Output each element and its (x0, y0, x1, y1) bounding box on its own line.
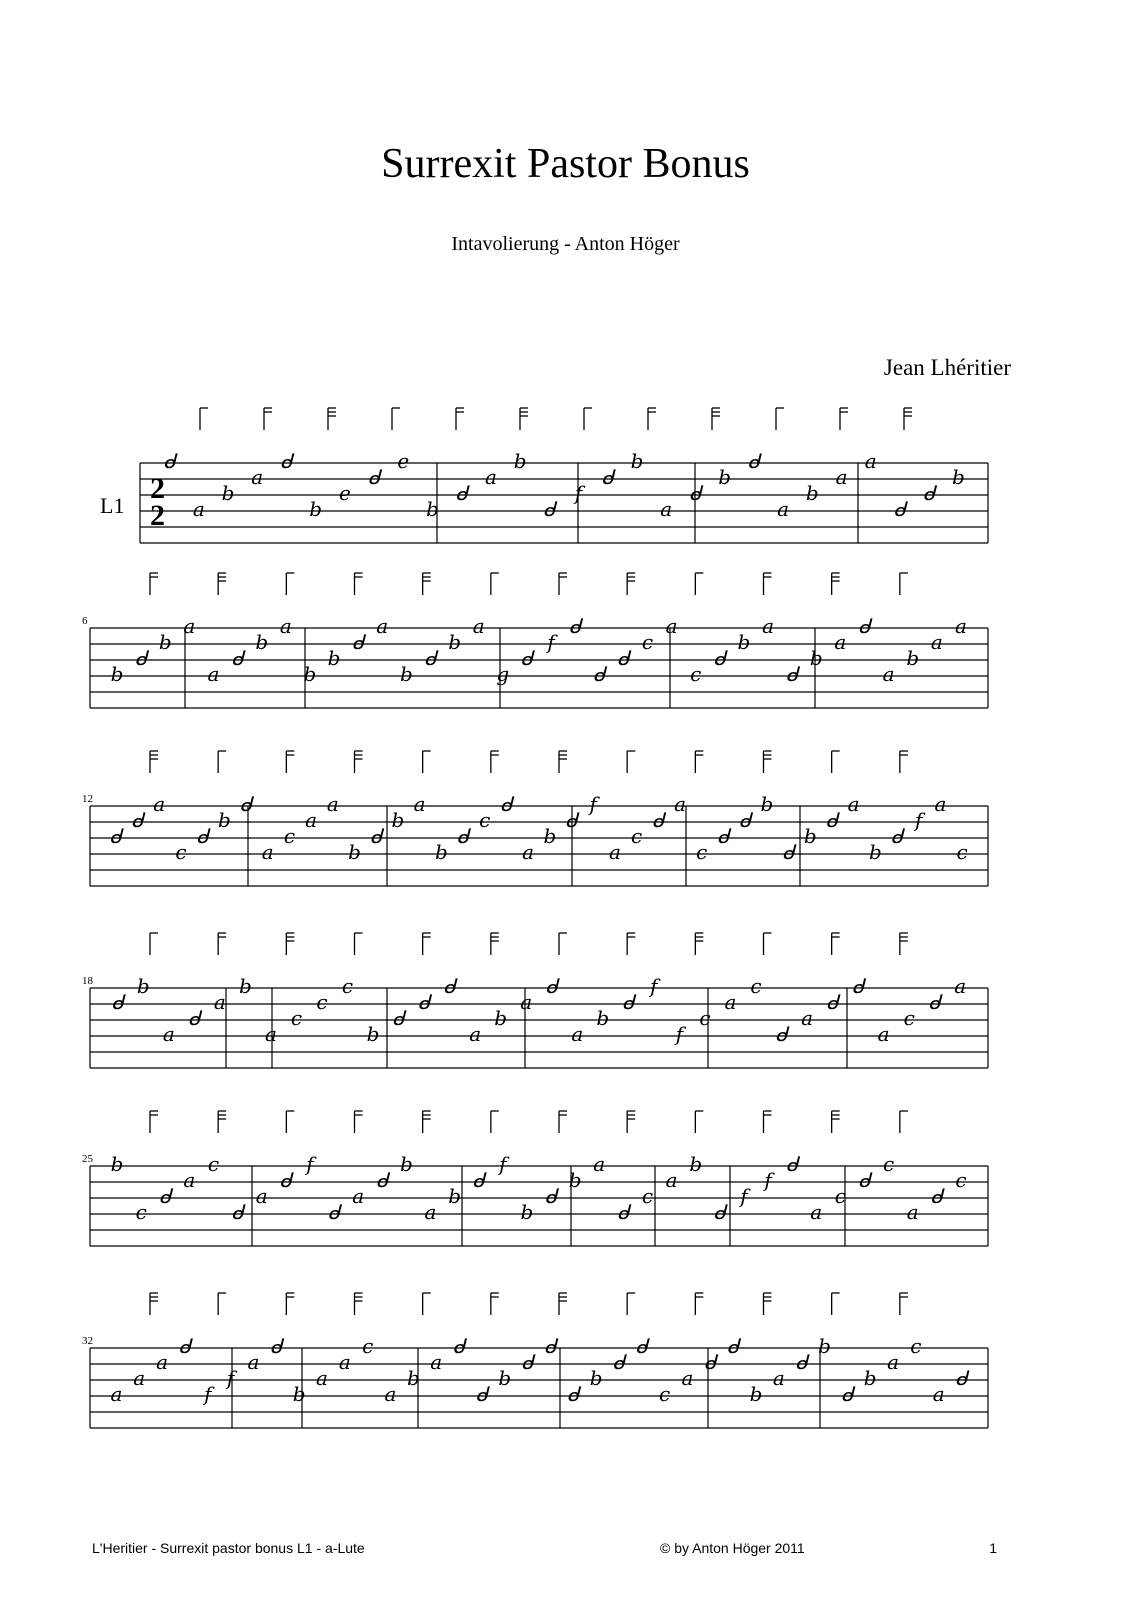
tab-letter: b (809, 646, 823, 670)
tab-letter: a (724, 990, 737, 1014)
tab-letter: a (864, 449, 877, 473)
tab-letter: b (110, 662, 124, 686)
tab-letter: b (803, 824, 817, 848)
tab-letter: a (801, 1006, 814, 1030)
tab-letter: c (699, 1006, 711, 1030)
tab-letter: ᑯ (928, 990, 941, 1014)
tab-letter: ᑯ (279, 1168, 293, 1192)
tab-letter: a (133, 1366, 146, 1390)
tab-letter: c (910, 1334, 922, 1358)
tab-letter: a (376, 614, 389, 638)
tab-letter: a (932, 1382, 945, 1406)
composer-name: Jean Lhéritier (883, 355, 1011, 380)
tab-letter: ᑯ (163, 449, 176, 473)
tab-letter: b (292, 1382, 306, 1406)
tab-letter: b (498, 1366, 512, 1390)
tab-letter: f (589, 792, 597, 816)
tab-letter: ᑯ (726, 1334, 740, 1358)
tab-letter: c (641, 630, 654, 654)
tab-letter: f (574, 481, 583, 505)
tab-letter: a (255, 1184, 268, 1208)
tab-letter: ᑯ (713, 646, 727, 670)
tab-letter: ᑯ (231, 646, 244, 670)
tab-letter: b (136, 974, 150, 998)
tab-letter: e (397, 449, 410, 473)
tab-letter: a (593, 1152, 606, 1176)
tab-letter: a (251, 465, 264, 489)
tab-letter: a (183, 614, 196, 638)
tab-letter: ᑯ (795, 1350, 808, 1374)
tab-letter: a (279, 614, 292, 638)
tab-letter: b (110, 1152, 124, 1176)
footer-left: L'Heritier - Surrexit pastor bonus L1 - a-Lute (92, 1540, 365, 1556)
tab-letter: ᑯ (785, 662, 799, 686)
tab-letter: f (226, 1366, 235, 1390)
tab-letter: a (882, 662, 895, 686)
subtitle: Intavolierung - Anton Höger (451, 233, 680, 255)
tab-letter: ᑯ (543, 497, 556, 521)
measure-number: 25 (82, 1153, 93, 1165)
tab-letter: a (835, 465, 848, 489)
tab-letter: ᑯ (617, 1200, 630, 1224)
tab-letter: ᑯ (131, 808, 144, 832)
tab-letter: a (660, 497, 673, 521)
tab-letter: a (469, 1022, 482, 1046)
tab-letter: ᑯ (612, 1350, 626, 1374)
tab-letter: a (213, 990, 226, 1014)
tab-letter: a (207, 662, 220, 686)
tab-letter: b (760, 792, 774, 816)
tab-letter: a (954, 614, 967, 638)
tab-letter: ᑯ (617, 646, 630, 670)
tab-letter: a (887, 1350, 900, 1374)
page-title: Surrexit Pastor Bonus (381, 141, 750, 187)
tab-letter: b (749, 1382, 763, 1406)
tab-letter: a (264, 1022, 277, 1046)
tab-letter: b (520, 1200, 534, 1224)
tab-letter: b (426, 497, 439, 521)
tab-letter: ᑯ (417, 990, 431, 1014)
tab-letter: ᑯ (544, 1334, 557, 1358)
tab-letter: ᑯ (775, 1022, 788, 1046)
tab-letter: a (326, 792, 339, 816)
tab-letter: b (391, 808, 405, 832)
tab-letter: ᑯ (955, 1366, 968, 1390)
tab-letter: ᑯ (652, 808, 665, 832)
tab-letter: a (877, 1022, 890, 1046)
tab-letter: c (834, 1184, 846, 1208)
tab-letter: ᑯ (592, 662, 606, 686)
tab-letter: c (362, 1334, 374, 1358)
tab-letter: ᑯ (231, 1200, 244, 1224)
tab-letter: c (290, 1006, 303, 1030)
tab-letter: b (399, 662, 413, 686)
tab-letter: ᑯ (858, 1168, 871, 1192)
tab-letter: a (608, 840, 621, 864)
tab-letter: c (696, 840, 708, 864)
tab-letter: a (352, 1184, 365, 1208)
tab-letter: a (954, 974, 967, 998)
tab-letter: ᑯ (747, 449, 761, 473)
tab-letter: ᑯ (689, 481, 702, 505)
tab-letter: ᑯ (375, 1168, 389, 1192)
tab-letter: ᑯ (443, 974, 456, 998)
tab-letter: ᑯ (520, 646, 534, 670)
tab-letter: b (494, 1006, 508, 1030)
tab-letter: ᑯ (738, 808, 752, 832)
tab-letter: ᑯ (713, 1200, 727, 1224)
tab-letter: a (484, 465, 497, 489)
tab-letter: ᑯ (826, 990, 839, 1014)
tab-letter: a (674, 792, 687, 816)
tab-letter: c (955, 1168, 967, 1192)
tab-letter: a (316, 1366, 328, 1390)
tab-letter: ᑯ (704, 1350, 717, 1374)
tab-letter: c (631, 824, 643, 848)
tab-letter: a (847, 792, 860, 816)
tab-letter: ᑯ (392, 1006, 405, 1030)
tab-letter: ᑯ (424, 646, 437, 670)
tab-letter: ᑯ (367, 465, 381, 489)
instrument-label: L1 (100, 493, 125, 518)
tab-letter: a (762, 614, 775, 638)
tab-letter: b (596, 1006, 610, 1030)
tab-letter: ᑯ (327, 1200, 341, 1224)
tab-letter: b (863, 1366, 877, 1390)
tab-letter: a (413, 792, 426, 816)
tab-letter: e (338, 481, 351, 505)
tab-letter: a (522, 840, 535, 864)
time-signature-bottom: 2 (150, 499, 165, 532)
tab-letter: a (183, 1168, 196, 1192)
tab-letter: b (906, 646, 920, 670)
tab-letter: ᑯ (270, 1334, 283, 1358)
tab-letter: ᑯ (858, 614, 871, 638)
tab-letter: b (406, 1366, 420, 1390)
tab-letter: a (810, 1200, 823, 1224)
tab-letter: ᑯ (456, 824, 470, 848)
tab-letter: ᑯ (568, 614, 582, 638)
tab-letter: a (772, 1366, 785, 1390)
tab-letter: a (571, 1022, 584, 1046)
tab-letter: ᑯ (452, 1334, 466, 1358)
tab-letter: a (338, 1350, 351, 1374)
tab-letter: a (110, 1382, 123, 1406)
tab-letter: a (777, 497, 790, 521)
tab-letter: c (135, 1200, 147, 1224)
tab-letter: a (247, 1350, 260, 1374)
measure-number: 12 (82, 793, 93, 805)
tab-letter: a (162, 1022, 175, 1046)
tab-letter: b (158, 630, 172, 654)
tab-letter: ᑯ (239, 792, 253, 816)
tab-letter: b (217, 808, 231, 832)
page-number: 1 (989, 1540, 997, 1556)
tab-letter: a (520, 990, 533, 1014)
tab-letter: ᑯ (825, 808, 839, 832)
tab-letter: b (255, 630, 269, 654)
tab-letter: ᑯ (893, 497, 907, 521)
tab-letter: f (499, 1152, 507, 1176)
tab-letter: f (306, 1152, 314, 1176)
tab-letter: b (366, 1022, 380, 1046)
tab-letter: ᑯ (472, 1168, 486, 1192)
tab-letter: c (175, 840, 187, 864)
tab-letter: b (718, 465, 732, 489)
tab-letter: b (309, 497, 323, 521)
tab-letter: b (568, 1168, 582, 1192)
tab-letter: b (543, 824, 557, 848)
tab-letter: a (906, 1200, 919, 1224)
tab-letter: f (650, 974, 658, 998)
tab-letter: a (930, 630, 943, 654)
tab-letter: b (818, 1334, 831, 1358)
tab-letter: ᑯ (717, 824, 730, 848)
tab-letter: c (659, 1382, 671, 1406)
tab-letter: a (424, 1200, 437, 1224)
tab-letter: b (448, 630, 462, 654)
tab-letter: b (589, 1366, 603, 1390)
tab-letter: b (630, 449, 644, 473)
tab-letter: ᑯ (196, 824, 209, 848)
tab-letter: f (547, 630, 555, 654)
tab-letter: c (641, 1184, 654, 1208)
tab-letter: f (764, 1168, 772, 1192)
tab-letter: ᑯ (635, 1334, 649, 1358)
tab-letter: ᑯ (890, 824, 904, 848)
tab-letter: a (681, 1366, 694, 1390)
tab-letter: ᑯ (566, 1382, 580, 1406)
tab-letter: ᑯ (785, 1152, 799, 1176)
tab-letter: ᑯ (109, 824, 123, 848)
tab-letter: b (327, 646, 341, 670)
tab-letter: a (665, 614, 678, 638)
tab-letter: a (156, 1350, 169, 1374)
tab-letter: c (956, 840, 968, 864)
tab-letter: ᑯ (782, 840, 795, 864)
tab-letter: b (513, 449, 527, 473)
tab-letter: b (239, 974, 252, 998)
tab-letter: c (207, 1152, 220, 1176)
tab-letter: b (868, 840, 882, 864)
tab-letter: a (834, 630, 847, 654)
tab-letter: ᑯ (500, 792, 513, 816)
tab-letter: ᑯ (930, 1184, 944, 1208)
tab-letter: ᑯ (851, 974, 865, 998)
tab-letter: ᑯ (188, 1006, 201, 1030)
tab-letter: a (384, 1382, 397, 1406)
tab-letter: g (496, 662, 510, 686)
measure-number: 32 (82, 1335, 93, 1347)
tab-letter: b (737, 630, 751, 654)
tab-letter: b (399, 1152, 413, 1176)
tab-letter: b (689, 1152, 703, 1176)
tab-letter: a (665, 1168, 678, 1192)
tab-letter: a (192, 497, 205, 521)
tab-letter: c (479, 808, 491, 832)
measure-number: 6 (82, 615, 88, 627)
tab-letter: a (153, 792, 166, 816)
tab-letter: ᑯ (475, 1382, 489, 1406)
tab-letter: ᑯ (545, 974, 559, 998)
tab-letter: b (448, 1184, 462, 1208)
tab-letter: ᑯ (455, 481, 469, 505)
tab-letter: f (740, 1184, 748, 1208)
tab-letter: c (341, 974, 354, 998)
tab-letter: b (434, 840, 448, 864)
tab-letter: ᑯ (134, 646, 148, 670)
tab-letter: ᑯ (521, 1350, 534, 1374)
footer-copyright: © by Anton Höger 2011 (660, 1540, 805, 1556)
tab-letter: ᑯ (544, 1184, 558, 1208)
tab-letter: a (305, 808, 318, 832)
tab-letter: f (204, 1382, 212, 1406)
tab-letter: ᑯ (601, 465, 615, 489)
tab-letter: ᑯ (565, 808, 578, 832)
tab-letter: c (750, 974, 762, 998)
tab-letter: ᑯ (158, 1184, 172, 1208)
tab-letter: a (934, 792, 947, 816)
tab-letter: c (283, 824, 296, 848)
tab-letter: b (805, 481, 819, 505)
tab-letter: c (903, 1006, 915, 1030)
tab-letter: a (472, 614, 485, 638)
tab-letter: ᑯ (111, 990, 125, 1014)
tab-letter: ᑯ (351, 630, 365, 654)
tab-letter: c (316, 990, 328, 1014)
tab-letter: ᑯ (178, 1334, 192, 1358)
tab-letter: b (348, 840, 361, 864)
time-signature-top: 2 (150, 472, 165, 505)
measure-number: 18 (82, 975, 93, 987)
tab-letter: ᑯ (280, 449, 293, 473)
tab-letter: f (915, 808, 923, 832)
tab-letter: ᑯ (922, 481, 936, 505)
tab-letter: f (675, 1022, 684, 1046)
tab-letter: c (883, 1152, 895, 1176)
tab-letter: b (303, 662, 317, 686)
tab-letter: b (221, 481, 235, 505)
tab-letter: c (690, 662, 702, 686)
tab-letter: b (951, 465, 965, 489)
tab-letter: ᑯ (622, 990, 635, 1014)
tab-letter: a (261, 840, 274, 864)
tab-letter: a (430, 1350, 443, 1374)
tab-letter: ᑯ (369, 824, 383, 848)
tab-letter: ᑯ (841, 1382, 854, 1406)
